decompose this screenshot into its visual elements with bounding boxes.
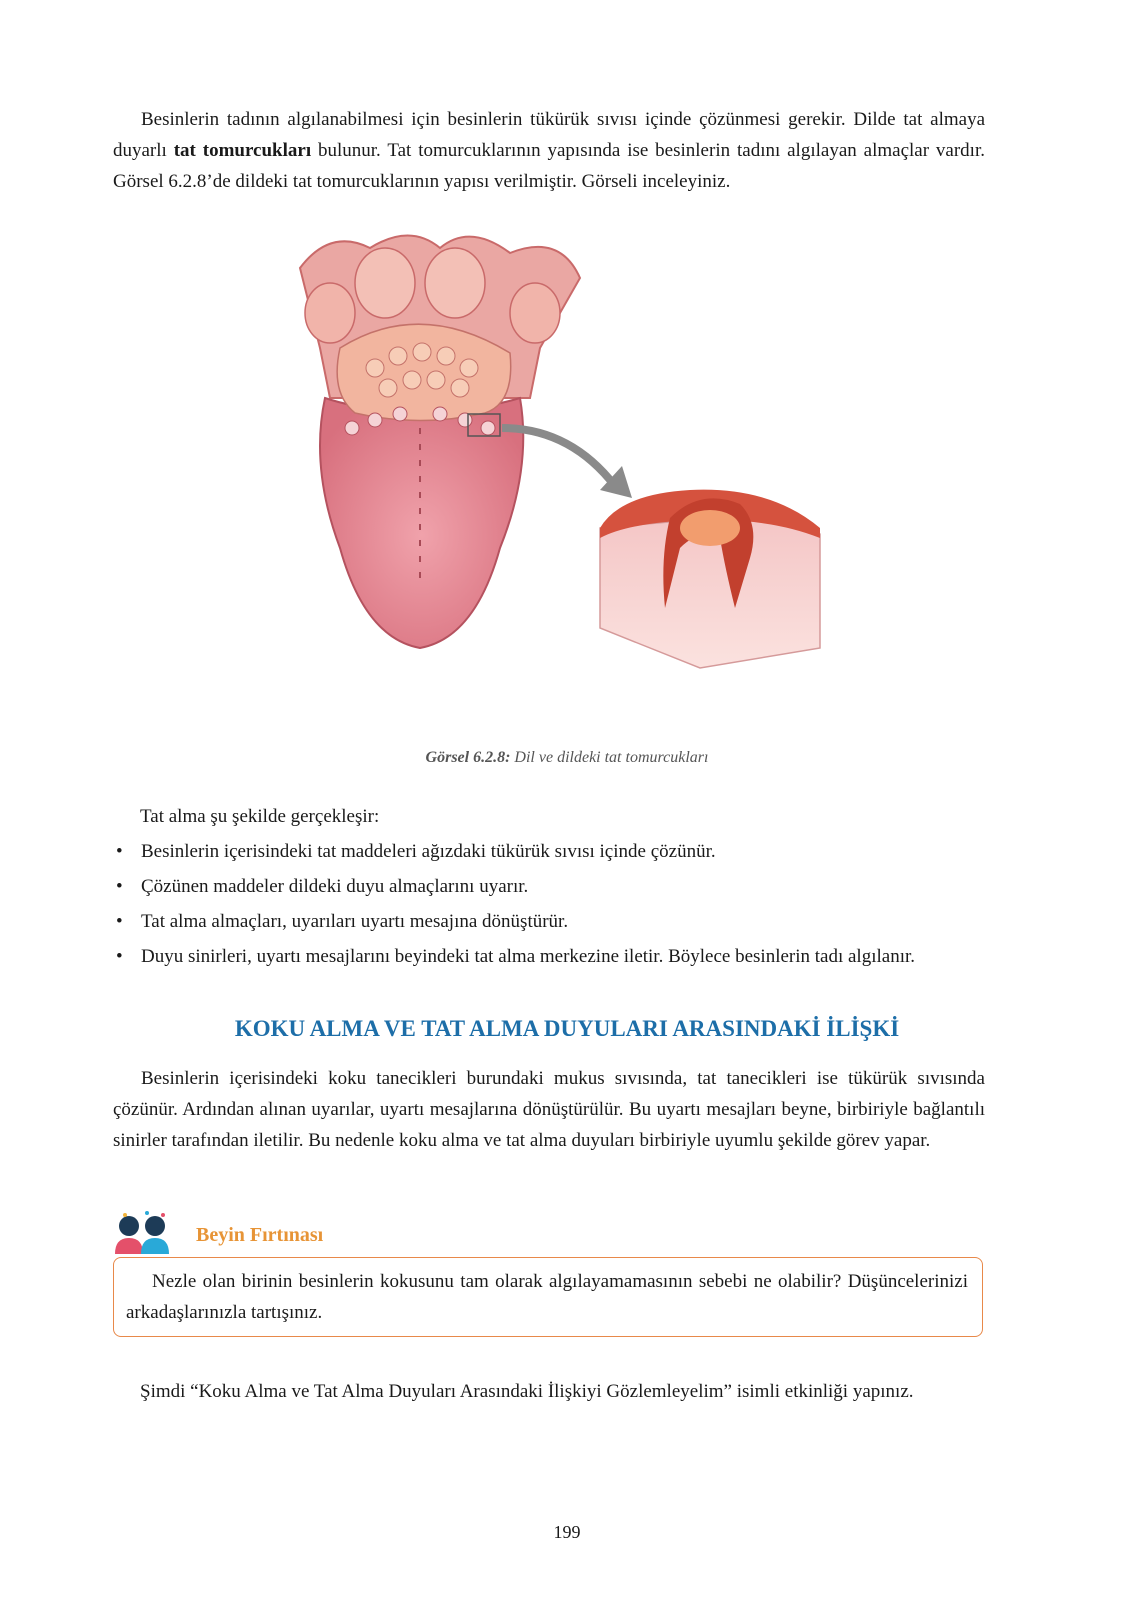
brainstorm-title: Beyin Fırtınası <box>196 1224 324 1246</box>
brainstorm-text: Nezle olan birinin besinlerin kokusunu tam olarak algılayamamasının sebebi ne olabilir? Düşüncelerinizi arkadaşlarınızla tartışınız. <box>126 1271 968 1323</box>
taste-bud-crosssection <box>600 490 820 668</box>
figure-caption <box>0 749 1134 767</box>
list-item <box>113 871 985 902</box>
relation-paragraph <box>113 1063 985 1156</box>
list-item <box>113 836 985 867</box>
page-number: 199 <box>553 1522 581 1542</box>
step-text-4: Duyu sinirleri, uyartı mesajlarını beyindeki tat alma merkezine iletir. Böylece besinlerin tadı algılanır. <box>141 946 916 967</box>
intro-paragraph <box>113 104 985 197</box>
intro-bold-term: tat tomurcukları <box>173 140 312 161</box>
step-text-1: Besinlerin içerisindeki tat maddeleri ağızdaki tükürük sıvısı içinde çözünür. <box>141 841 716 862</box>
caption-label: Görsel 6.2.8: <box>425 749 511 766</box>
bullet-3: • <box>116 911 123 932</box>
process-steps-list <box>113 836 985 976</box>
brainstorm-people-icon <box>111 1210 175 1254</box>
bullet-1: • <box>116 841 123 862</box>
intro-text-2: bulunur. Tat tomurcuklarının yapısında ise besinlerin tadını algılayan almaçlar vardır. Görsel 6.2.8’de dildeki tat tomurcuklarının yapısı verilmiştir. Görseli inceleyiniz. <box>113 140 985 192</box>
relation-text: Besinlerin içerisindeki koku tanecikleri burundaki mukus sıvısında, tat tanecikleri ise tükürük sıvısında çözünür. Ardından alınan uyarılar, uyartı mesajlarına dönüştürülür. Bu uyartı mesajları beyne, birbiriyle bağlantılı sinirler tarafından iletilir. Bu nedenle koku alma ve tat alma duyuları birbiriyle uyumlu şekilde görev yapar. <box>113 1068 985 1151</box>
step-text-2: Çözünen maddeler dildeki duyu almaçlarını uyarır. <box>141 876 529 897</box>
tongue-illustration <box>270 228 840 708</box>
step-text-3: Tat alma almaçları, uyarıları uyartı mesajına dönüştürür. <box>141 911 569 932</box>
intro-text-1: Besinlerin tadının algılanabilmesi için besinlerin tükürük sıvısı içinde çözünmesi gerekir. Dilde tat almaya duyarlı <box>113 109 985 161</box>
brainstorm-box <box>113 1257 983 1337</box>
bullet-2: • <box>116 876 123 897</box>
caption-text: Dil ve dildeki tat tomurcukları <box>510 749 709 766</box>
brainstorm-question <box>126 1266 968 1328</box>
bullet-4: • <box>116 946 123 967</box>
brainstorm-header <box>111 1210 511 1254</box>
activity-instruction: Şimdi “Koku Alma ve Tat Alma Duyuları Arasındaki İlişkiyi Gözlemleyelim” isimli etkinliği yapınız. <box>140 1381 914 1402</box>
list-item <box>113 906 985 937</box>
list-item <box>113 941 985 972</box>
tongue <box>320 324 523 648</box>
process-intro: Tat alma şu şekilde gerçekleşir: <box>140 806 380 827</box>
section-heading: KOKU ALMA VE TAT ALMA DUYULARI ARASINDAKİ İLİŞKİ <box>234 1016 900 1041</box>
